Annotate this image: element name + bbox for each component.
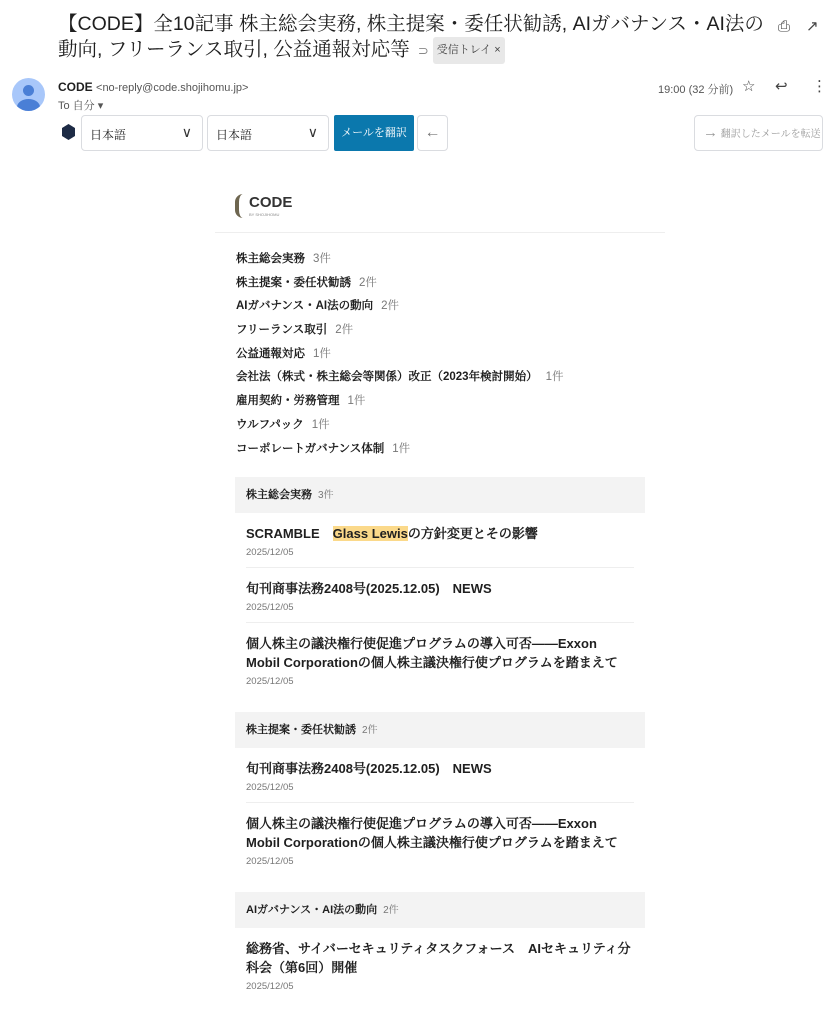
email-subject: 【CODE】全10記事 株主総会実務, 株主提案・委任状勧誘, AIガバナンス・AI法の動向, フリーランス取引, 公益通報対応等 ⊃ 受信トレイ × (58, 12, 768, 64)
toc-item-name: ウルフパック (236, 418, 304, 431)
toc-item-count: 2件 (335, 324, 354, 337)
toc-item[interactable] (236, 295, 665, 319)
toc-item[interactable] (236, 366, 665, 390)
section-header: 株主総会実務 3件 (235, 477, 645, 513)
toc-item-name: コーポレートガバナンス体制 (236, 442, 385, 455)
toc-item-count: 1件 (392, 442, 411, 455)
arrow-right-icon: → (703, 124, 718, 141)
article-item (246, 513, 634, 568)
article-date: 2025/12/05 (246, 602, 294, 614)
search-highlight: Lewis (371, 526, 408, 542)
toc-item-count: 2件 (359, 276, 377, 289)
print-icon[interactable]: ⎙ (778, 18, 791, 35)
toc-item-name: 株主総会実務 (236, 253, 305, 265)
article-title-link[interactable]: 個人株主の議決権行使促進プログラムの導入可否――Exxon Mobil Corporationの個人株主議決権行使プログラムを踏まえて (246, 816, 618, 851)
toc-item-name: 公益通報対応 (236, 347, 305, 360)
toc-item-count: 3件 (313, 253, 331, 265)
code-logo[interactable]: CODE BY SHOJIHOMU (215, 180, 665, 233)
article-title-link[interactable]: SCRAMBLE Glass Lewisの方針変更とその影響 (246, 526, 538, 542)
star-icon[interactable]: ☆ (742, 78, 756, 95)
inbox-label-chip[interactable]: 受信トレイ × (433, 37, 505, 64)
article-item (246, 928, 634, 1001)
toc-item-name: 雇用契約・労務管理 (236, 395, 340, 408)
article-item (246, 803, 634, 876)
section (235, 892, 645, 1001)
toc-item-count: 1件 (313, 347, 331, 360)
article-title-link[interactable]: 総務省、サイバーセキュリティタスクフォース AIセキュリティ分科会（第6回）開催 (246, 941, 631, 976)
section (235, 712, 645, 876)
article-date: 2025/12/05 (246, 856, 294, 868)
toc-item-count: 1件 (347, 395, 366, 408)
more-options-icon[interactable]: ⋮ (812, 78, 827, 95)
section-header: AIガバナンス・AI法の動向 2件 (235, 892, 645, 928)
article-date: 2025/12/05 (246, 782, 294, 794)
source-language-select[interactable]: 日本語 ∨ (81, 115, 203, 151)
toc-item-count: 1件 (545, 371, 564, 384)
toc-item-count: 1件 (311, 418, 330, 431)
recipients-dropdown[interactable]: To 自分 ▾ (58, 100, 104, 112)
timestamp: 19:00 (32 分前) (658, 84, 734, 96)
toc-item[interactable] (236, 414, 665, 438)
translate-extension-icon (62, 124, 75, 140)
article-item (246, 568, 634, 623)
article-title-link[interactable]: 旬刊商事法務2408号(2025.12.05) NEWS (246, 761, 492, 777)
article-item (246, 623, 634, 696)
toc-item[interactable] (236, 438, 665, 462)
section-header: 株主提案・委任状勧誘 2件 (235, 712, 645, 748)
toc-item[interactable] (236, 343, 665, 367)
section (235, 477, 645, 696)
email-body (215, 180, 665, 1001)
back-arrow-button[interactable]: ← (417, 115, 448, 151)
open-in-new-window-icon[interactable]: ↗ (806, 18, 819, 35)
target-language-select[interactable]: 日本語 ∨ (207, 115, 329, 151)
article-title-link[interactable]: 旬刊商事法務2408号(2025.12.05) NEWS (246, 581, 492, 597)
toc-item[interactable] (236, 319, 665, 343)
reply-icon[interactable]: ↩ (775, 78, 788, 95)
toc-item-name: AIガバナンス・AI法の動向 (236, 300, 374, 313)
toc-item[interactable] (236, 390, 665, 414)
article-item (246, 748, 634, 803)
logo-mark-icon (235, 194, 245, 218)
article-date: 2025/12/05 (246, 547, 294, 559)
search-highlight: Glass (332, 526, 369, 542)
chevron-down-icon: ∨ (307, 124, 318, 140)
table-of-contents (215, 233, 665, 461)
sender: CODE <no-reply@code.shojihomu.jp> (58, 80, 249, 94)
importance-marker-icon[interactable]: ⊃ (417, 43, 429, 58)
toc-item-name: フリーランス取引 (236, 324, 328, 337)
avatar (12, 78, 45, 111)
translate-button[interactable]: メールを翻訳 (334, 115, 414, 151)
article-title-link[interactable]: 個人株主の議決権行使促進プログラムの導入可否――Exxon Mobil Corporationの個人株主議決権行使プログラムを踏まえて (246, 636, 618, 671)
toc-item[interactable] (236, 248, 665, 272)
toc-item-name: 株主提案・委任状勧誘 (236, 276, 351, 289)
toc-item-name: 会社法（株式・株主総会等関係）改正（2023年検討開始） (236, 371, 538, 384)
toc-item[interactable] (236, 272, 665, 296)
chevron-down-icon: ∨ (181, 124, 192, 140)
article-date: 2025/12/05 (246, 981, 294, 993)
toc-item-count: 2件 (381, 300, 399, 313)
article-date: 2025/12/05 (246, 676, 294, 688)
forward-translated-button[interactable]: → 翻訳したメールを転送 (694, 115, 823, 151)
